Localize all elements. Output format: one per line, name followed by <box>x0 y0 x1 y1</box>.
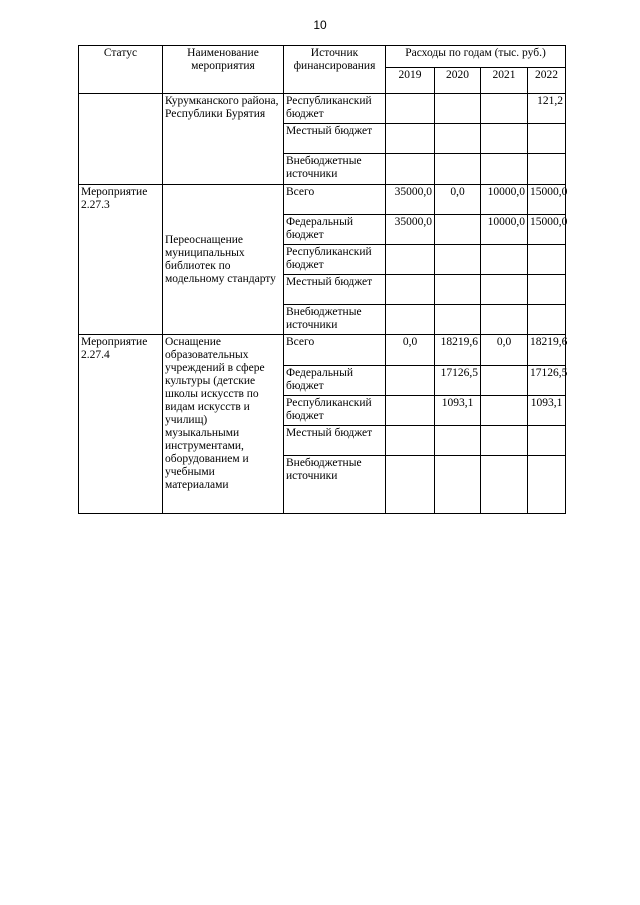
value-cell <box>481 94 528 124</box>
value-cell <box>481 456 528 514</box>
name-cell: Оснащение образовательных учреждений в сфере культуры (детские школы искусств по видам искусств и училищ) музыкальными инструментами, оборудованием и учебными материалами <box>163 335 284 514</box>
value-cell <box>528 154 566 185</box>
value-cell <box>435 94 481 124</box>
value-cell <box>386 305 435 335</box>
name-cell: Переоснащение муниципальных библиотек по модельному стандарту <box>163 185 284 335</box>
source-cell: Республиканский бюджет <box>284 94 386 124</box>
value-cell <box>481 305 528 335</box>
source-cell: Местный бюджет <box>284 426 386 456</box>
header-year-2020: 2020 <box>435 68 481 94</box>
value-cell: 121,2 <box>528 94 566 124</box>
value-cell: 15000,0 <box>528 215 566 245</box>
value-cell <box>435 456 481 514</box>
value-cell <box>386 275 435 305</box>
value-cell: 17126,5 <box>435 366 481 396</box>
value-cell <box>528 245 566 275</box>
name-cell: Курумканского района, Республики Бурятия <box>163 94 284 185</box>
value-cell <box>435 154 481 185</box>
value-cell <box>435 305 481 335</box>
status-cell <box>79 94 163 185</box>
value-cell <box>481 426 528 456</box>
value-cell <box>386 456 435 514</box>
budget-table <box>78 45 566 514</box>
value-cell <box>386 426 435 456</box>
value-cell: 0,0 <box>481 335 528 366</box>
value-cell <box>386 154 435 185</box>
value-cell: 1093,1 <box>435 396 481 426</box>
source-cell: Местный бюджет <box>284 124 386 154</box>
value-cell <box>481 366 528 396</box>
value-cell <box>435 124 481 154</box>
table-row <box>79 335 566 366</box>
value-cell <box>528 275 566 305</box>
source-cell: Федеральный бюджет <box>284 215 386 245</box>
value-cell: 17126,5 <box>528 366 566 396</box>
value-cell: 35000,0 <box>386 215 435 245</box>
header-source: Источник финансирования <box>284 46 386 94</box>
source-cell: Республиканский бюджет <box>284 396 386 426</box>
value-cell: 15000,0 <box>528 185 566 215</box>
value-cell <box>386 366 435 396</box>
value-cell: 0,0 <box>386 335 435 366</box>
value-cell <box>386 396 435 426</box>
header-year-2022: 2022 <box>528 68 566 94</box>
header-year-2021: 2021 <box>481 68 528 94</box>
table-row <box>79 185 566 215</box>
table-row <box>79 94 566 124</box>
value-cell <box>481 396 528 426</box>
value-cell: 10000,0 <box>481 185 528 215</box>
source-cell: Внебюджетные источники <box>284 305 386 335</box>
value-cell <box>528 426 566 456</box>
header-name: Наименование мероприятия <box>163 46 284 94</box>
source-cell: Всего <box>284 185 386 215</box>
value-cell <box>386 245 435 275</box>
page-number: 10 <box>313 18 327 32</box>
source-cell: Республиканский бюджет <box>284 245 386 275</box>
header-year-2019: 2019 <box>386 68 435 94</box>
source-cell: Внебюджетные источники <box>284 456 386 514</box>
value-cell <box>435 245 481 275</box>
value-cell: 35000,0 <box>386 185 435 215</box>
source-cell: Всего <box>284 335 386 366</box>
value-cell <box>528 456 566 514</box>
value-cell: 1093,1 <box>528 396 566 426</box>
value-cell <box>386 124 435 154</box>
value-cell <box>528 305 566 335</box>
source-cell: Местный бюджет <box>284 275 386 305</box>
value-cell <box>386 94 435 124</box>
source-cell: Федеральный бюджет <box>284 366 386 396</box>
status-cell: Мероприятие 2.27.3 <box>79 185 163 335</box>
value-cell <box>481 275 528 305</box>
value-cell <box>435 215 481 245</box>
value-cell <box>528 124 566 154</box>
value-cell <box>435 275 481 305</box>
value-cell: 10000,0 <box>481 215 528 245</box>
value-cell <box>481 245 528 275</box>
status-cell: Мероприятие 2.27.4 <box>79 335 163 514</box>
value-cell: 0,0 <box>435 185 481 215</box>
source-cell: Внебюджетные источники <box>284 154 386 185</box>
value-cell: 18219,6 <box>435 335 481 366</box>
header-status: Статус <box>79 46 163 94</box>
value-cell <box>481 154 528 185</box>
value-cell: 18219,6 <box>528 335 566 366</box>
value-cell <box>481 124 528 154</box>
header-expenses: Расходы по годам (тыс. руб.) <box>386 46 566 68</box>
value-cell <box>435 426 481 456</box>
